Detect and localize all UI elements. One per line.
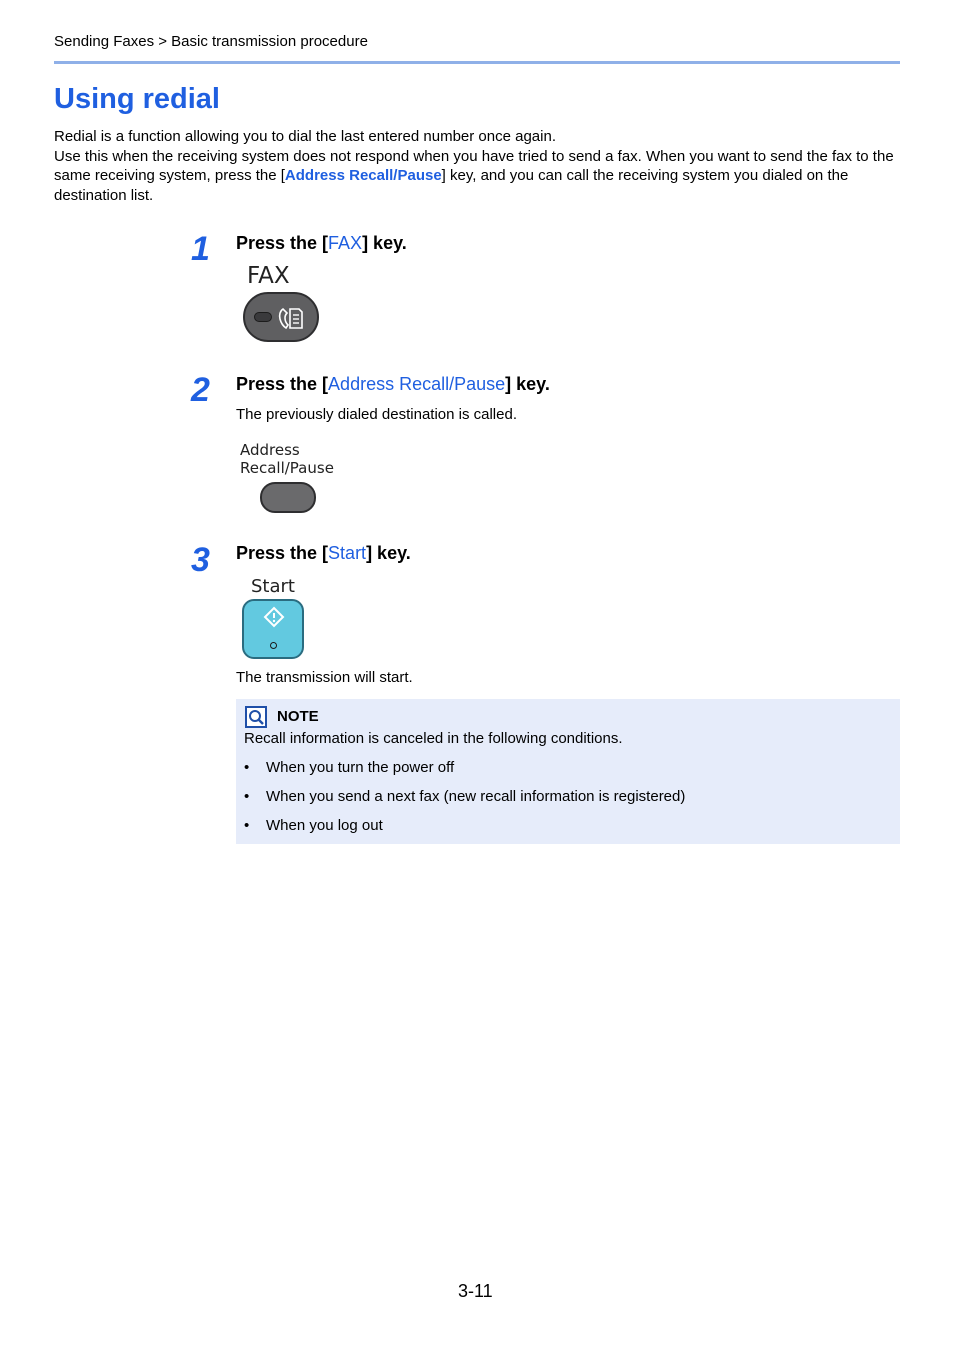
- step-2-heading: Press the [Address Recall/Pause] key.: [236, 374, 550, 394]
- start-led-indicator: [270, 642, 277, 649]
- address-recall-pause-key-label: Address Recall/Pause: [240, 441, 334, 477]
- step-3-heading: Press the [Start] key.: [236, 543, 411, 563]
- intro-line-1: Redial is a function allowing you to dial the last entered number once again.: [54, 128, 556, 145]
- page-number: 3-11: [458, 1281, 493, 1301]
- list-item: • When you log out: [244, 817, 383, 834]
- note-magnifier-icon: [245, 706, 267, 728]
- note-body: Recall information is canceled in the following conditions.: [244, 730, 623, 747]
- address-recall-pause-button[interactable]: [260, 482, 316, 513]
- start-key-button[interactable]: [242, 599, 304, 659]
- list-item: • When you turn the power off: [244, 759, 455, 776]
- note-title: NOTE: [277, 708, 319, 725]
- step-number-3: 3: [191, 541, 210, 579]
- fax-led-indicator: [254, 312, 272, 322]
- page-title: Using redial: [54, 83, 220, 115]
- start-diamond-icon: [263, 606, 285, 628]
- fax-icon: [277, 304, 305, 332]
- start-key-name: Start: [328, 543, 367, 563]
- intro-paragraph: [54, 127, 904, 205]
- address-recall-pause-link: Address Recall/Pause: [284, 167, 442, 184]
- step-2-description: The previously dialed destination is called.: [236, 406, 517, 423]
- fax-key-name: FAX: [328, 233, 363, 253]
- step-1-heading: Press the [FAX] key.: [236, 233, 407, 253]
- list-item: • When you send a next fax (new recall information is registered): [244, 788, 686, 805]
- note-box: [236, 699, 900, 844]
- breadcrumb: Sending Faxes > Basic transmission procedure: [54, 33, 368, 50]
- intro-line-2: Use this when the receiving system does not respond when you have tried to send a fax. When you want to send the fax to the same receiving system, press the [Address Recall/Pause] key, and you can call the receiving system you dialed on the destination list.: [54, 147, 894, 204]
- step-number-2: 2: [191, 371, 210, 409]
- fax-key-button[interactable]: [243, 292, 319, 342]
- start-key-label: Start: [251, 576, 295, 597]
- step-3-result: The transmission will start.: [236, 669, 413, 686]
- fax-key-label: FAX: [247, 263, 290, 289]
- step-number-1: 1: [191, 230, 210, 268]
- address-recall-pause-key-name: Address Recall/Pause: [328, 374, 506, 394]
- header-divider: [54, 61, 900, 64]
